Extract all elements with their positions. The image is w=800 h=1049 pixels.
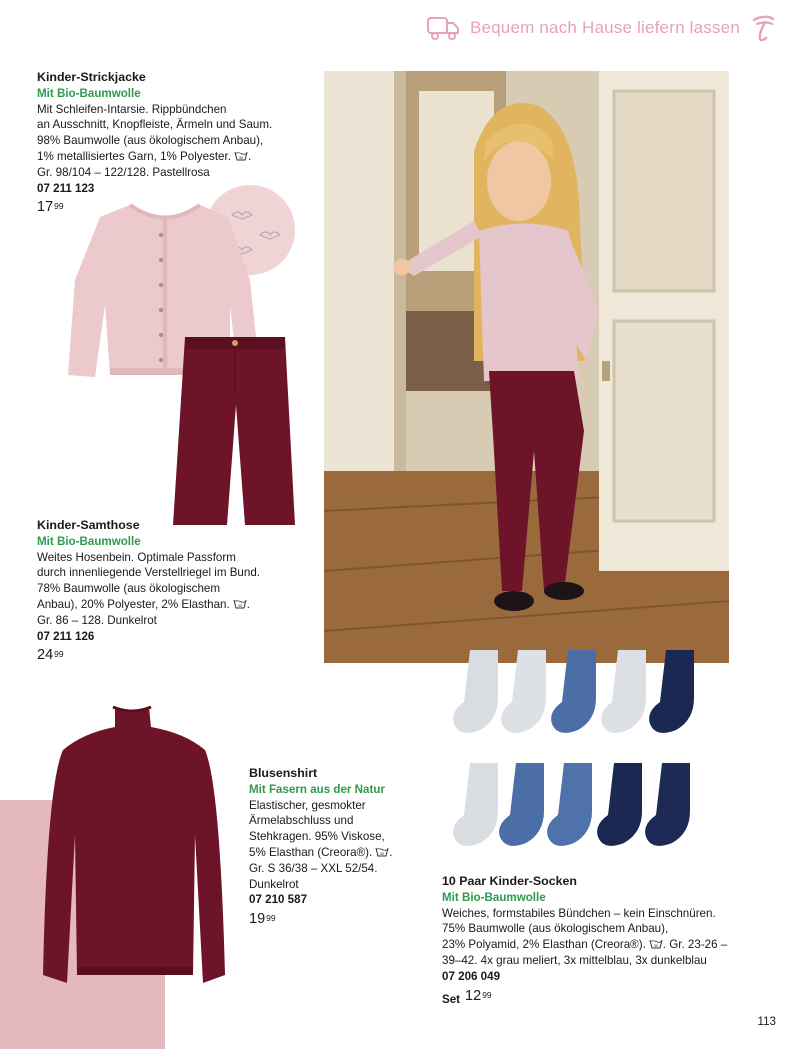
truck-icon: [426, 14, 460, 42]
socks-image: [450, 645, 720, 855]
svg-text:30: 30: [237, 602, 242, 608]
price-cent: 99: [266, 913, 276, 924]
desc-line: durch innenliegende Verstellriegel im Bund.: [37, 566, 260, 580]
price-euro: 19: [249, 911, 266, 928]
desc-line: Stehkragen. 95% Viskose,: [249, 830, 385, 844]
svg-text:30: 30: [380, 850, 385, 856]
velvet-trousers-image: [170, 335, 300, 530]
page-number: 113: [757, 1015, 776, 1028]
price: [37, 648, 260, 664]
product-subtitle: Mit Bio-Baumwolle: [37, 534, 141, 548]
price-cent: 99: [482, 989, 492, 1000]
product-subtitle: Mit Fasern aus der Natur: [249, 782, 385, 796]
desc-line: 5% Elasthan (Creora®).: [249, 845, 373, 859]
delivery-header: [426, 14, 776, 42]
article-number: 07 210 587: [249, 893, 308, 907]
blouse-shirt-image: [35, 705, 230, 985]
desc-line: 75% Baumwolle (aus ökologischem Anbau),: [442, 922, 669, 936]
product-kids-socks: [442, 874, 727, 1007]
product-title: Kinder-Strickjacke: [37, 70, 146, 84]
price: [249, 912, 392, 928]
desc-line: Gr. S 36/38 – XXL 52/54.: [249, 861, 378, 875]
product-title: Kinder-Samthose: [37, 518, 140, 532]
desc-line: 23% Polyamid, 2% Elasthan (Creora®).: [442, 938, 646, 952]
header-text: Bequem nach Hause liefern lassen: [469, 18, 740, 37]
desc-line: 78% Baumwolle (aus ökologischem: [37, 582, 221, 596]
desc-line: 98% Baumwolle (aus ökologischem Anbau),: [37, 134, 264, 148]
price-euro: 17: [37, 199, 54, 216]
price-set-label: Set: [442, 992, 461, 1006]
desc-line: an Ausschnitt, Knopfleiste, Ärmeln und Saum.: [37, 118, 273, 132]
product-blouse-shirt: Blusenshirt Mit Fasern aus der Natur Elastischer, gesmokter Ärmelabschluss und Stehkragen. 95% Viskose, 5% Elasthan (Creora®). 30 . Gr. S 36/38 – XXL 52/54. Dunkelrot 07 210 587 19 99: [249, 766, 393, 928]
desc-line: Gr. 98/104 – 122/128. Pastellrosa: [37, 165, 210, 179]
price-euro: 12: [465, 987, 482, 1004]
wash-30-icon: [375, 847, 389, 857]
product-cardigan: Kinder-Strickjacke Mit Bio-Baumwolle Mit Schleifen-Intarsie. Rippbündchen an Ausschnitt, Knopfleiste, Ärmeln und Saum. 98% Baumwolle (aus ökologischem Anbau), 1% metallisiertes Garn, 1% Polyester. 30 . Gr. 98/104 – 122/128. Pastellrosa 07 211 123 17 99: [37, 70, 273, 216]
product-title: Blusenshirt: [249, 766, 318, 780]
desc-line: . Gr. 23-26 –: [662, 938, 728, 952]
desc-line: Weiches, formstabiles Bündchen – kein Einschnüren.: [442, 906, 716, 920]
article-number: 07 211 126: [37, 629, 95, 643]
price-cent: 99: [54, 201, 64, 212]
svg-text:30: 30: [653, 943, 659, 949]
desc-line: Ärmelabschluss und: [249, 814, 354, 828]
desc-line: Weites Hosenbein. Optimale Passform: [37, 550, 236, 564]
desc-line: 39–42. 4x grau meliert, 3x mittelblau, 3x dunkelblau: [442, 953, 707, 967]
wash-30-icon: [234, 151, 248, 161]
hero-photo: [324, 71, 729, 663]
price-euro: 24: [37, 647, 54, 664]
desc-line: Elastischer, gesmokter: [249, 798, 366, 812]
desc-line: 1% metallisiertes Garn, 1% Polyester.: [37, 149, 231, 163]
product-title: 10 Paar Kinder-Socken: [442, 874, 577, 888]
svg-text:30: 30: [238, 154, 244, 160]
product-subtitle: Mit Bio-Baumwolle: [37, 86, 141, 100]
desc-line: Anbau), 20% Polyester, 2% Elasthan.: [37, 597, 230, 611]
desc-line: Dunkelrot: [249, 877, 299, 891]
article-number: 07 211 123: [37, 181, 95, 195]
wash-30-icon: [649, 939, 663, 949]
desc-line: Gr. 86 – 128. Dunkelrot: [37, 613, 157, 627]
article-number: 07 206 049: [442, 969, 501, 983]
product-subtitle: Mit Bio-Baumwolle: [442, 890, 546, 904]
tchibo-logo-icon[interactable]: [750, 14, 776, 42]
price: [442, 989, 727, 1008]
wash-30-icon: [233, 599, 247, 609]
desc-line: Mit Schleifen-Intarsie. Rippbündchen: [37, 102, 227, 116]
price-cent: 99: [54, 649, 64, 660]
product-velvet-trousers: Kinder-Samthose Mit Bio-Baumwolle Weites Hosenbein. Optimale Passform durch innenliegende Verstellriegel im Bund. 78% Baumwolle (aus ökologischem Anbau), 20% Polyester, 2% Elasthan. 30 . Gr. 86 – 128. Dunkelrot 07 211 126 24 99: [37, 518, 260, 664]
